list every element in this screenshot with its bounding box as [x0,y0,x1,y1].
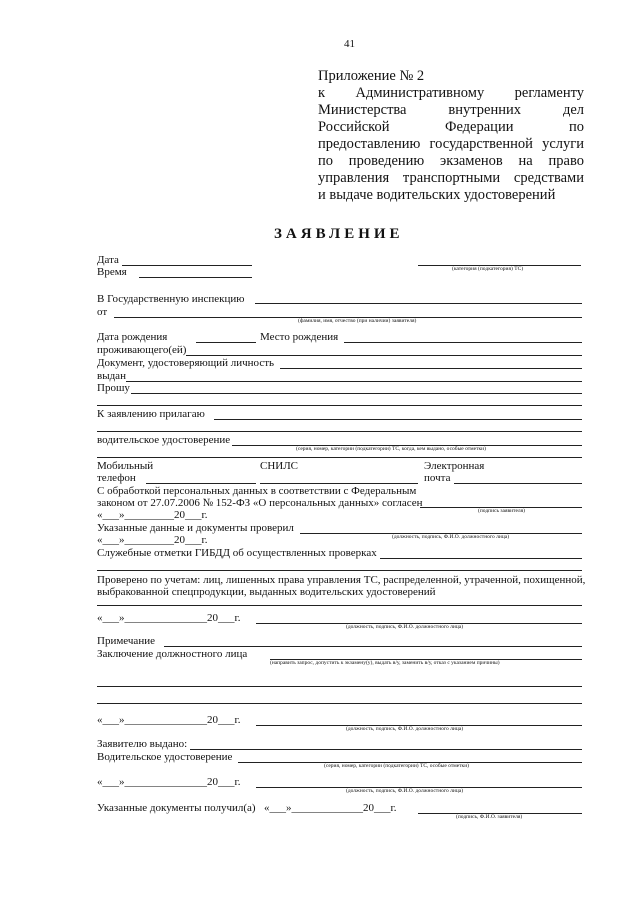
issued-field[interactable] [126,381,582,382]
conclusion-field-3[interactable] [97,703,582,704]
conclusion-label: Заключение должностного лица [97,648,248,660]
attached-field[interactable] [214,419,582,420]
request-field[interactable] [131,393,582,394]
from-label: от [97,306,108,318]
residing-label: проживающего(ей) [97,344,187,356]
identity-doc-label: Документ, удостоверяющий личность [97,357,275,369]
request-field-2[interactable] [97,405,582,406]
checked-date: «___»_________20___г. [97,534,208,546]
issued-label: выдан [97,370,126,382]
attached-field-2[interactable] [97,431,582,432]
consent-line-2: законом от 27.07.2006 № 152-ФЗ «О персональных данных» согласен [97,497,423,509]
applicant-signature-caption: (подпись заявителя) [478,508,526,514]
received-label: Указанные документы получил(а) [97,802,256,814]
time-label: Время [97,266,127,278]
appendix-line: по проведению экзаменов на право [318,153,584,169]
page-number: 41 [344,38,355,50]
appendix-line: Российской Федерации по [318,119,584,135]
verified-line-1: Проверено по учетам: лиц, лишенных права управления ТС, распределенной, утраченной, похищенной, [97,574,586,586]
service-marks-field-2[interactable] [97,570,582,571]
received-date: «___»_____________20___г. [264,802,397,814]
service-marks-label: Служебные отметки ГИБДД об осуществленных проверках [97,547,377,559]
email-label-2: почта [424,472,451,484]
date-field[interactable] [122,265,252,266]
date-label: Дата [97,254,119,266]
license-label: водительское удостоверение [97,434,231,446]
consent-line-1: С обработкой персональных данных в соответствии с Федеральным [97,485,417,497]
time-field[interactable] [139,277,252,278]
checked-official-caption: (должность, подпись, Ф.И.О. должностного лица) [392,534,510,540]
verified-date: «___»_______________20___г. [97,612,241,624]
conclusion-date: «___»_______________20___г. [97,714,241,726]
checked-label: Указанные данные и документы проверил [97,522,294,534]
issued-to-label: Заявителю выдано: [97,738,188,750]
inspection-label: В Государственную инспекцию [97,293,245,305]
phone-field[interactable] [146,483,256,484]
fio-caption: (фамилия, имя, отчество (при наличии) заявителя) [298,318,417,324]
applicant-fio-caption: (подпись, Ф.И.О. заявителя) [456,814,523,820]
note-field[interactable] [164,646,582,647]
appendix-block [318,68,584,204]
inspection-field[interactable] [255,303,582,304]
service-marks-field[interactable] [380,558,582,559]
issued-date: «___»_______________20___г. [97,776,241,788]
form-title: ЗАЯВЛЕНИЕ [274,226,404,242]
license-issued-label: Водительское удостоверение [97,751,233,763]
appendix-line: управления транспортными средствами [318,170,584,186]
appendix-line: предоставлению государственной услуги [318,136,584,152]
appendix-line: Приложение № 2 [318,68,425,84]
phone-label: телефон [97,472,136,484]
issued-to-field[interactable] [190,749,582,750]
snils-field[interactable] [260,483,418,484]
identity-doc-field[interactable] [280,368,582,369]
verified-field[interactable] [97,605,582,606]
verified-line-2: выбракованной спецпродукции, выданных водительских удостоверений [97,586,436,598]
appendix-line: Министерства внутренних дел [318,102,584,118]
snils-label: СНИЛС [260,460,299,472]
appendix-line: и выдаче водительских удостоверений [318,187,556,203]
email-field[interactable] [454,483,582,484]
license-issued-caption: (серия, номер, категории (подкатегории) ТС, особые отметки) [324,763,470,769]
birth-place-label: Место рождения [260,331,339,343]
conclusion-caption: (направить запрос, допустить к экзамену(у), выдать в/у, заменить в/у, отказ с указанием причины) [270,660,500,666]
license-field-2[interactable] [97,457,582,458]
conclusion-official-caption: (должность, подпись, Ф.И.О. должностного лица) [346,726,464,732]
birth-date-field[interactable] [196,342,256,343]
verified-official-caption: (должность, подпись, Ф.И.О. должностного лица) [346,624,464,630]
issued-official-caption: (должность, подпись, Ф.И.О. должностного лица) [346,788,464,794]
conclusion-field-2[interactable] [97,686,582,687]
consent-date: «___»_________20___г. [97,509,208,521]
category-caption: (категория (подкатегория) ТС) [452,266,524,272]
birth-place-field[interactable] [344,342,582,343]
mobile-label: Мобильный [97,460,154,472]
note-label: Примечание [97,635,155,647]
email-label-1: Электронная [424,460,485,472]
birth-date-label: Дата рождения [97,331,168,343]
attached-label: К заявлению прилагаю [97,408,205,420]
appendix-line: к Административному регламенту [318,85,584,101]
residing-field[interactable] [186,355,582,356]
license-details-caption: (серия, номер, категории (подкатегории) ТС, когда, кем выдано, особые отметки) [296,446,486,452]
request-label: Прошу [97,382,130,394]
